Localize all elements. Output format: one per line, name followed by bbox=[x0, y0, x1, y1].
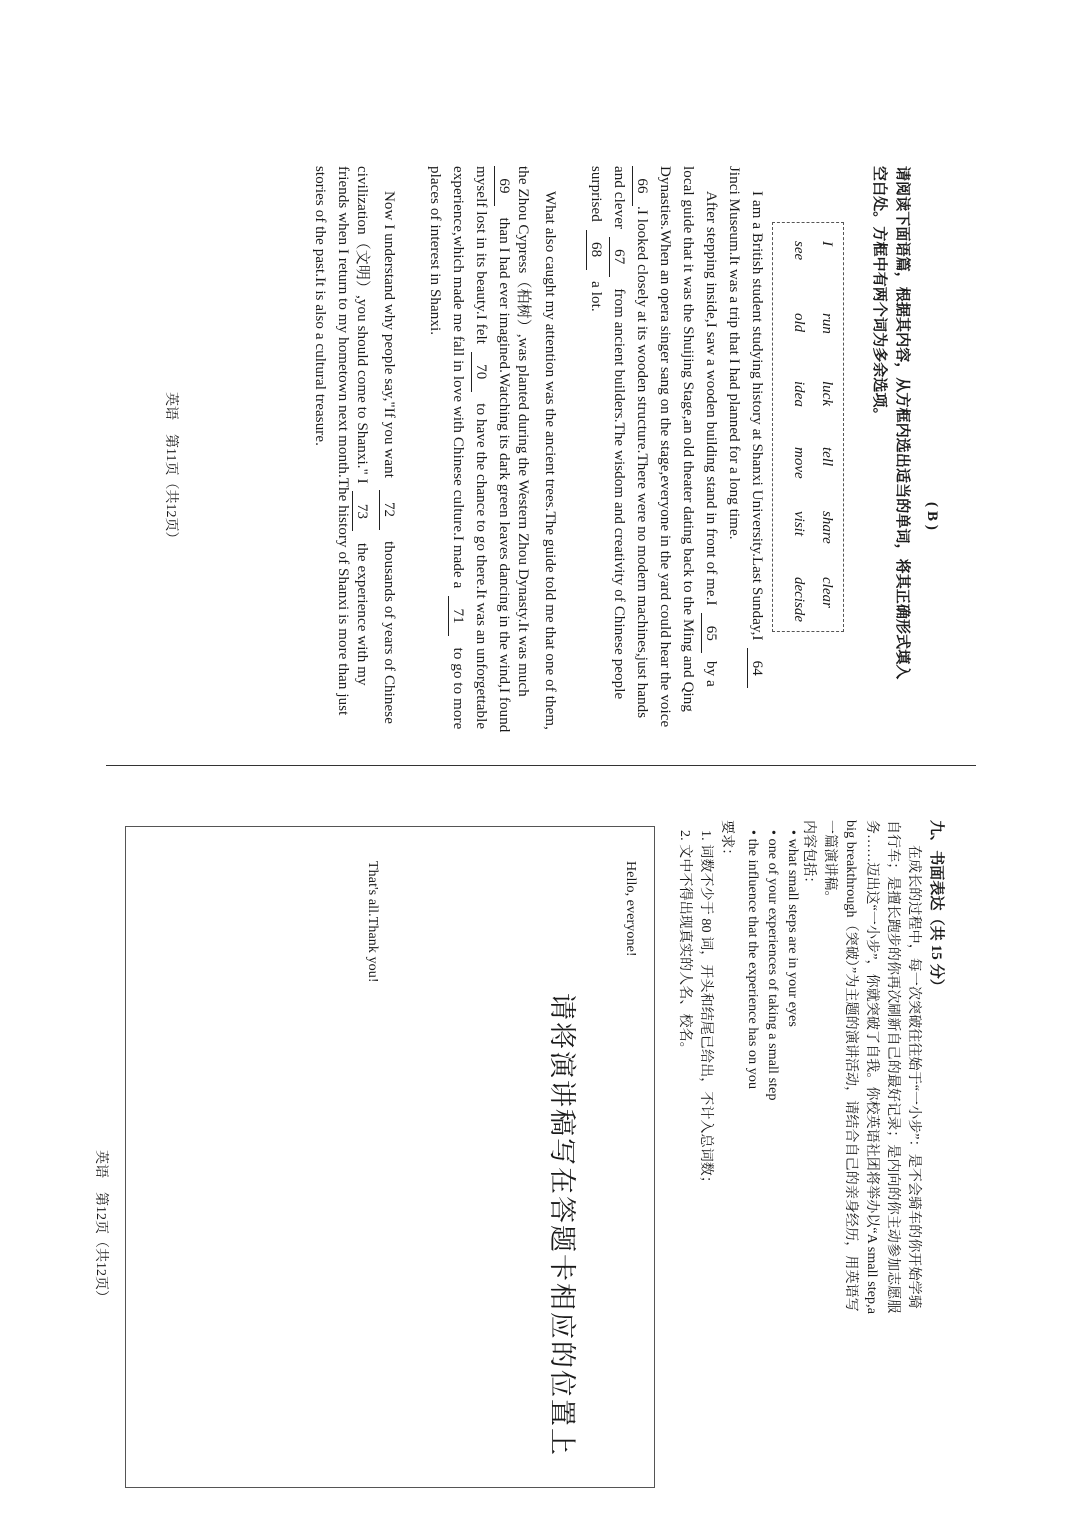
intro-line: 一篇演讲稿。 bbox=[822, 820, 837, 905]
word-option: visit bbox=[791, 511, 807, 536]
blank-68: 68 bbox=[586, 230, 604, 270]
word-option: decisde bbox=[791, 577, 807, 622]
blank-65: 65 bbox=[701, 613, 719, 653]
intro-line: 务……迈出这“一小步”，你就突破了自我。你校英语社团将举办以“A small step,a bbox=[864, 820, 879, 1315]
word-option: luck bbox=[819, 381, 835, 406]
page-divider bbox=[106, 765, 976, 766]
blank-72: 72 bbox=[379, 490, 397, 530]
blank-64: 64 bbox=[747, 648, 765, 688]
text-line: What also caught my attention was the ancient trees.The guide told me that one of them, bbox=[542, 191, 558, 730]
text-line: Dynasties.When an opera singer sang on the stage,everyone in the yard could hear the voice bbox=[657, 166, 673, 728]
intro-line: 在成长的过程中，每一次突破往往始于“一小步”：是不会骑车的你开始学骑 bbox=[906, 845, 921, 1309]
page-footer: 英语 第12页（共12页） bbox=[93, 1150, 108, 1304]
text-line: 66.I looked closely at its wooden structure.There were no modern machines,just hands bbox=[632, 166, 650, 718]
bullet-item: • what small steps are in your eyes bbox=[785, 830, 800, 1027]
blank-71: 71 bbox=[448, 596, 466, 636]
text-line: myself lost in its beauty.I felt 70 to have the chance to go there.It was an unforgettable bbox=[473, 166, 489, 730]
text-line: friends when I return to my hometown next month.The history of Shanxi is more than just bbox=[335, 166, 351, 716]
text-line: After stepping inside,I saw a wooden building stand in front of me.I 65 by a bbox=[703, 191, 719, 687]
notice-text: 请将演讲稿写在答题卡相应的位置上 bbox=[546, 993, 577, 1457]
text-line: the Zhou Cypress（柏树）,was planted during the Western Zhou Dynasty.It was much bbox=[515, 166, 531, 697]
requirements-label: 要求： bbox=[719, 820, 734, 863]
word-option: run bbox=[819, 313, 835, 334]
word-option: tell bbox=[819, 447, 835, 467]
answer-box bbox=[125, 826, 655, 1488]
intro-line: big breakthrough（突破）”为主题的演讲活动，请结合自己的亲身经历，用英语写 bbox=[843, 820, 858, 1312]
text-line: surprised 68 a lot. bbox=[588, 166, 604, 312]
word-option: idea bbox=[791, 381, 807, 407]
word-option: share bbox=[819, 511, 835, 544]
word-option: I bbox=[819, 241, 835, 246]
blank-67: 67 bbox=[609, 237, 627, 277]
text-line: and clever 67 from ancient builders.The wisdom and creativity of Chinese people bbox=[611, 166, 627, 700]
text-line: Now I understand why people say,"If you want 72 thousands of years of Chinese bbox=[381, 191, 397, 724]
text-line: 69 than I had ever imagined.Watching its dark green leaves dancing in the wind,I found bbox=[494, 166, 512, 732]
intro-line: 自行车；是擅长跑步的你再次刷新自己的最好记录；是内向的你主动参加志愿服 bbox=[885, 820, 900, 1314]
blank-66: 66 bbox=[632, 166, 650, 206]
text-line: I am a British student studying history at Shanxi University.Last Sunday,I 64 bbox=[747, 191, 765, 688]
content-label: 内容包括： bbox=[801, 820, 816, 891]
greeting-text: Hello, everyone! bbox=[623, 861, 638, 957]
instruction-line-1: 请阅读下面语篇，根据其内容，从方框内选出适当的单词，将其正确形式填入 bbox=[894, 166, 910, 680]
text-line: experience,which made me fall in love with Chinese culture.I made a 71 to go to more bbox=[450, 166, 466, 730]
text-line: places of interest in Shanxi. bbox=[427, 166, 443, 336]
word-option: see bbox=[791, 241, 807, 261]
section-title: 九、书面表达（共 15 分） bbox=[928, 820, 944, 994]
word-option: clear bbox=[819, 577, 835, 608]
closing-text: That's all.Thank you! bbox=[365, 861, 380, 983]
blank-73: 73 bbox=[352, 491, 370, 531]
blank-69: 69 bbox=[494, 166, 512, 206]
word-option: move bbox=[791, 447, 807, 479]
blank-70: 70 bbox=[471, 352, 489, 392]
section-label: ( B ) bbox=[924, 502, 940, 530]
requirement-item: 2. 文中不得出现真实的人名、校名。 bbox=[677, 830, 692, 1056]
bullet-item: • the influence that the experience has on you bbox=[745, 830, 760, 1090]
bullet-item: • one of your experiences of taking a small step bbox=[765, 830, 780, 1101]
page-footer: 英语 第11页（共12页） bbox=[163, 392, 178, 546]
text-line: civilization（文明）,you should come to Shanxi." I 73 the experience with my bbox=[354, 166, 370, 686]
text-line: stories of the past.It is also a cultural treasure. bbox=[312, 166, 328, 447]
word-option: old bbox=[791, 313, 807, 333]
requirement-item: 1. 词数不少于 80 词，开头和结尾已给出，不计入总词数； bbox=[698, 830, 713, 1190]
text-line: Jinci Museum.It was a trip that I had planned for a long time. bbox=[726, 166, 742, 540]
text-line: local guide that it was the Shuijing Stage,an old theater dating back to the Ming and Qing bbox=[680, 166, 696, 712]
instruction-line-2: 空白处。方框中有两个词为多余选项。 bbox=[871, 166, 887, 423]
word-bank-box bbox=[772, 222, 844, 632]
